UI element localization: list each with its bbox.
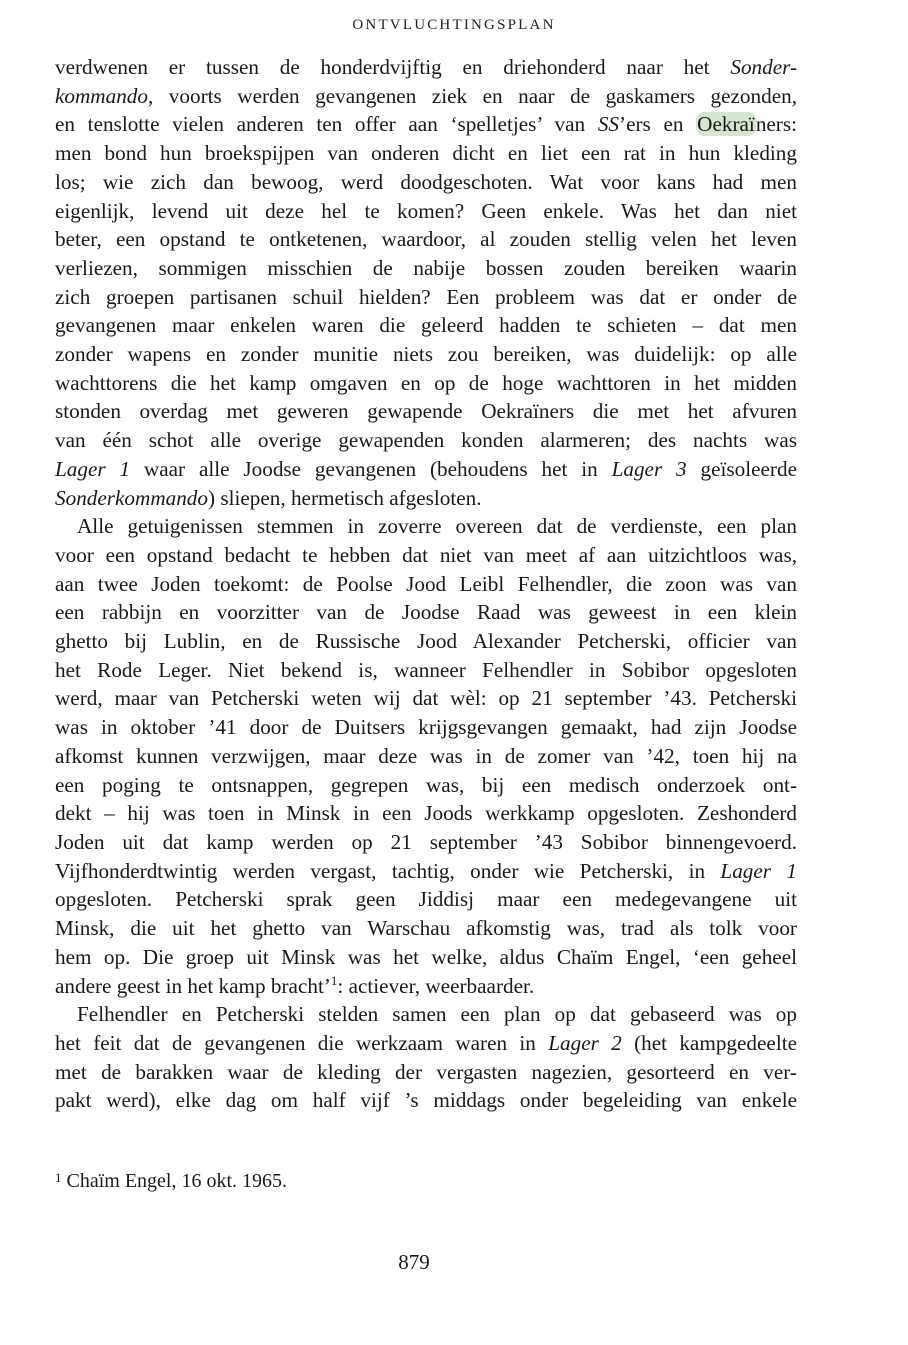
text-segment: eigenlijk, levend uit deze hel te komen? Geen enkele. Was het dan niet [55,198,797,223]
text-line [55,828,797,857]
text-line [55,799,797,828]
text-segment: Joden uit dat kamp werden op 21 september ’43 Sobibor binnengevoerd. [55,829,797,854]
text-segment: het feit dat de gevangenen die werkzaam waren in [55,1030,549,1055]
text-line [55,254,797,283]
running-head: ONTVLUCHTINGSPLAN [352,17,556,33]
italic-text: Sonderkommando [55,485,208,510]
text-segment: ’ers en [619,112,697,137]
text-line [55,110,797,139]
text-segment: pakt werd), elke dag om half vijf ’s middags onder begeleiding van enkele [55,1088,797,1113]
text-line [55,484,797,513]
text-line [55,455,797,484]
text-line [55,397,797,426]
text-segment: stonden overdag met geweren gewapende Oekraïners die met het afvuren [55,399,797,424]
text-line [55,139,797,168]
text-line [55,857,797,886]
text-segment: waar alle Joodse gevangenen (behoudens het in [130,456,612,481]
text-segment: werd, maar van Petcherski weten wij dat wèl: op 21 september ’43. Petcherski [55,686,797,711]
text-segment: ghetto bij Lublin, en de Russische Jood Alexander Petcherski, officier van [55,629,797,654]
footnote-marker: 1 [55,1170,62,1185]
text-line [55,1058,797,1087]
text-segment: ners: [755,112,797,137]
text-segment: beter, een opstand te ontketenen, waardoor, al zouden stellig velen het leven [55,227,797,252]
text-segment: zonder wapens en zonder munitie niets zou bereiken, was duidelijk: op alle [55,342,797,367]
text-segment: Vijfhonderdtwintig werden vergast, tachtig, onder wie Petcherski, in [55,858,721,883]
text-line [55,53,797,82]
text-segment: opgesloten. Petcherski sprak geen Jiddisj maar een medegevangene uit [55,887,797,912]
text-line [55,1086,797,1115]
text-segment: voor een opstand bedacht te hebben dat niet van meet af aan uitzichtloos was, [55,542,797,567]
text-line [55,369,797,398]
text-line [55,972,797,1001]
text-segment: afkomst kunnen verzwijgen, maar deze was in de zomer van ’42, toen hij na [55,743,797,768]
text-segment: zich groepen partisanen schuil hielden? Een probleem was dat er onder de [55,284,797,309]
text-line [55,914,797,943]
text-line [55,340,797,369]
text-line [55,168,797,197]
text-line [55,771,797,800]
text-line [55,82,797,111]
text-line [55,684,797,713]
text-line [55,598,797,627]
body-text [55,53,797,1115]
text-line [55,943,797,972]
italic-text: Sonder- [730,55,797,79]
page-number-container [0,1250,828,1275]
text-segment: een poging te ontsnappen, gegrepen was, bij een medisch onderzoek ont- [55,772,797,797]
highlighted-text: Oekraï [697,112,755,137]
text-segment: gevangenen maar enkelen waren die geleerd hadden te schieten – dat men [55,313,797,338]
italic-text: SS [597,112,620,137]
text-segment: van één schot alle overige gewapenden konden alarmeren; des nachts was [55,428,797,453]
text-segment: hem op. Die groep uit Minsk was het welke, aldus Chaïm Engel, ‘een geheel [55,944,797,969]
text-segment: geïsoleerde [686,456,797,481]
italic-text: Lager 1 [720,858,797,883]
italic-text: Lager 1 [55,456,131,481]
page-number: 879 [398,1250,430,1274]
text-segment: : actiever, weerbaarder. [337,973,535,998]
footnote-text: Chaïm Engel, 16 okt. 1965. [66,1170,288,1192]
text-line [55,627,797,656]
text-line [55,656,797,685]
text-segment: (het kampgedeelte [621,1030,797,1055]
text-segment: en tenslotte vielen anderen ten offer aan ‘spelletjes’ van [55,112,598,137]
text-segment: Minsk, die uit het ghetto van Warschau afkomstig was, trad als tolk voor [55,916,797,941]
footnote [55,1165,287,1194]
text-line [55,283,797,312]
text-segment: men bond hun broekspijpen van onderen dicht en liet een rat in hun kleding [55,141,797,166]
italic-text: kommando [55,83,148,108]
text-line [55,742,797,771]
text-line [55,512,797,541]
text-segment: wachttorens die het kamp omgaven en op de hoge wachttoren in het midden [55,370,797,395]
text-segment: verdwenen er tussen de honderdvijftig en driehonderd naar het [55,55,731,79]
italic-text: Lager 3 [611,456,687,481]
text-segment: , voorts werden gevangenen ziek en naar de gaskamers gezonden, [147,83,797,108]
text-segment: ) sliepen, hermetisch afgesloten. [208,485,482,510]
text-segment: andere geest in het kamp bracht’ [55,973,331,998]
text-segment: was in oktober ’41 door de Duitsers krijgsgevangen gemaakt, had zijn Joodse [55,715,797,740]
text-segment: met de barakken waar de kleding der vergasten nagezien, gesorteerd en ver- [55,1059,797,1084]
text-line [55,197,797,226]
text-line [55,225,797,254]
text-segment: dekt – hij was toen in Minsk in een Joods werkkamp opgesloten. Zeshonderd [55,801,797,826]
text-line [55,570,797,599]
text-line [55,541,797,570]
text-line [55,426,797,455]
text-line [55,713,797,742]
italic-text: Lager 2 [548,1030,622,1055]
text-segment: Alle getuigenissen stemmen in zoverre overeen dat de verdienste, een plan [77,514,797,539]
text-segment: het Rode Leger. Niet bekend is, wanneer Felhendler in Sobibor opgesloten [55,657,797,682]
text-segment: een rabbijn en voorzitter van de Joodse Raad was geweest in een klein [55,600,797,625]
text-line [55,885,797,914]
text-line [55,1029,797,1058]
text-line [55,1000,797,1029]
text-segment: los; wie zich dan bewoog, werd doodgeschoten. Wat voor kans had men [55,169,797,194]
text-segment: aan twee Joden toekomt: de Poolse Jood Leibl Felhendler, die zoon was van [55,571,797,596]
footnote-reference: 1 [330,972,338,988]
text-line [55,311,797,340]
text-segment: verliezen, sommigen misschien de nabije bossen zouden bereiken waarin [55,255,797,280]
text-segment: Felhendler en Petcherski stelden samen een plan op dat gebaseerd was op [77,1002,797,1027]
